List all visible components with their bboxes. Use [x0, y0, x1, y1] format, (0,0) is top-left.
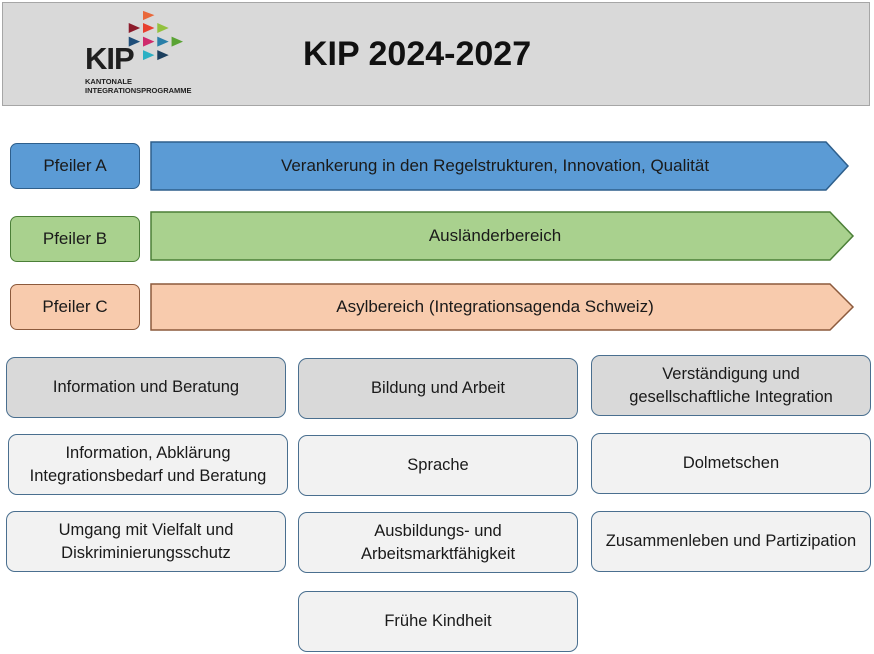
pillar-b-label: Pfeiler B — [10, 216, 140, 262]
column-1-item-1: Information, Abklärung Integrationsbedarf und Beratung — [8, 434, 288, 495]
header-banner — [2, 2, 870, 106]
pillar-a-description: Verankerung in den Regelstrukturen, Innovation, Qualität — [280, 156, 710, 175]
logo-wordmark: KIP — [85, 41, 134, 76]
kip-logo-triangles-icon — [123, 3, 223, 83]
page-title: KIP 2024-2027 — [303, 35, 532, 73]
column-2-heading: Bildung und Arbeit — [298, 358, 578, 419]
pillar-c-label: Pfeiler C — [10, 284, 140, 330]
logo-subtitle-line2: INTEGRATIONSPROGRAMME — [85, 86, 192, 95]
logo-subtitle — [85, 77, 192, 95]
column-3-item-2: Zusammenleben und Partizipation — [591, 511, 871, 572]
column-2-item-1: Sprache — [298, 435, 578, 496]
column-1-heading: Information und Beratung — [6, 357, 286, 418]
pillar-c-description: Asylbereich (Integrationsagenda Schweiz) — [336, 297, 654, 316]
pillar-b-description: Ausländerbereich — [428, 226, 562, 245]
column-2-item-3: Frühe Kindheit — [298, 591, 578, 652]
pillar-a-label: Pfeiler A — [10, 143, 140, 189]
column-3-item-1: Dolmetschen — [591, 433, 871, 494]
logo-subtitle-line1: KANTONALE — [85, 77, 132, 86]
column-2-item-2: Ausbildungs- und Arbeitsmarktfähigkeit — [298, 512, 578, 573]
column-3-heading: Verständigung und gesellschaftliche Integration — [591, 355, 871, 416]
column-1-item-2: Umgang mit Vielfalt und Diskriminierungsschutz — [6, 511, 286, 572]
